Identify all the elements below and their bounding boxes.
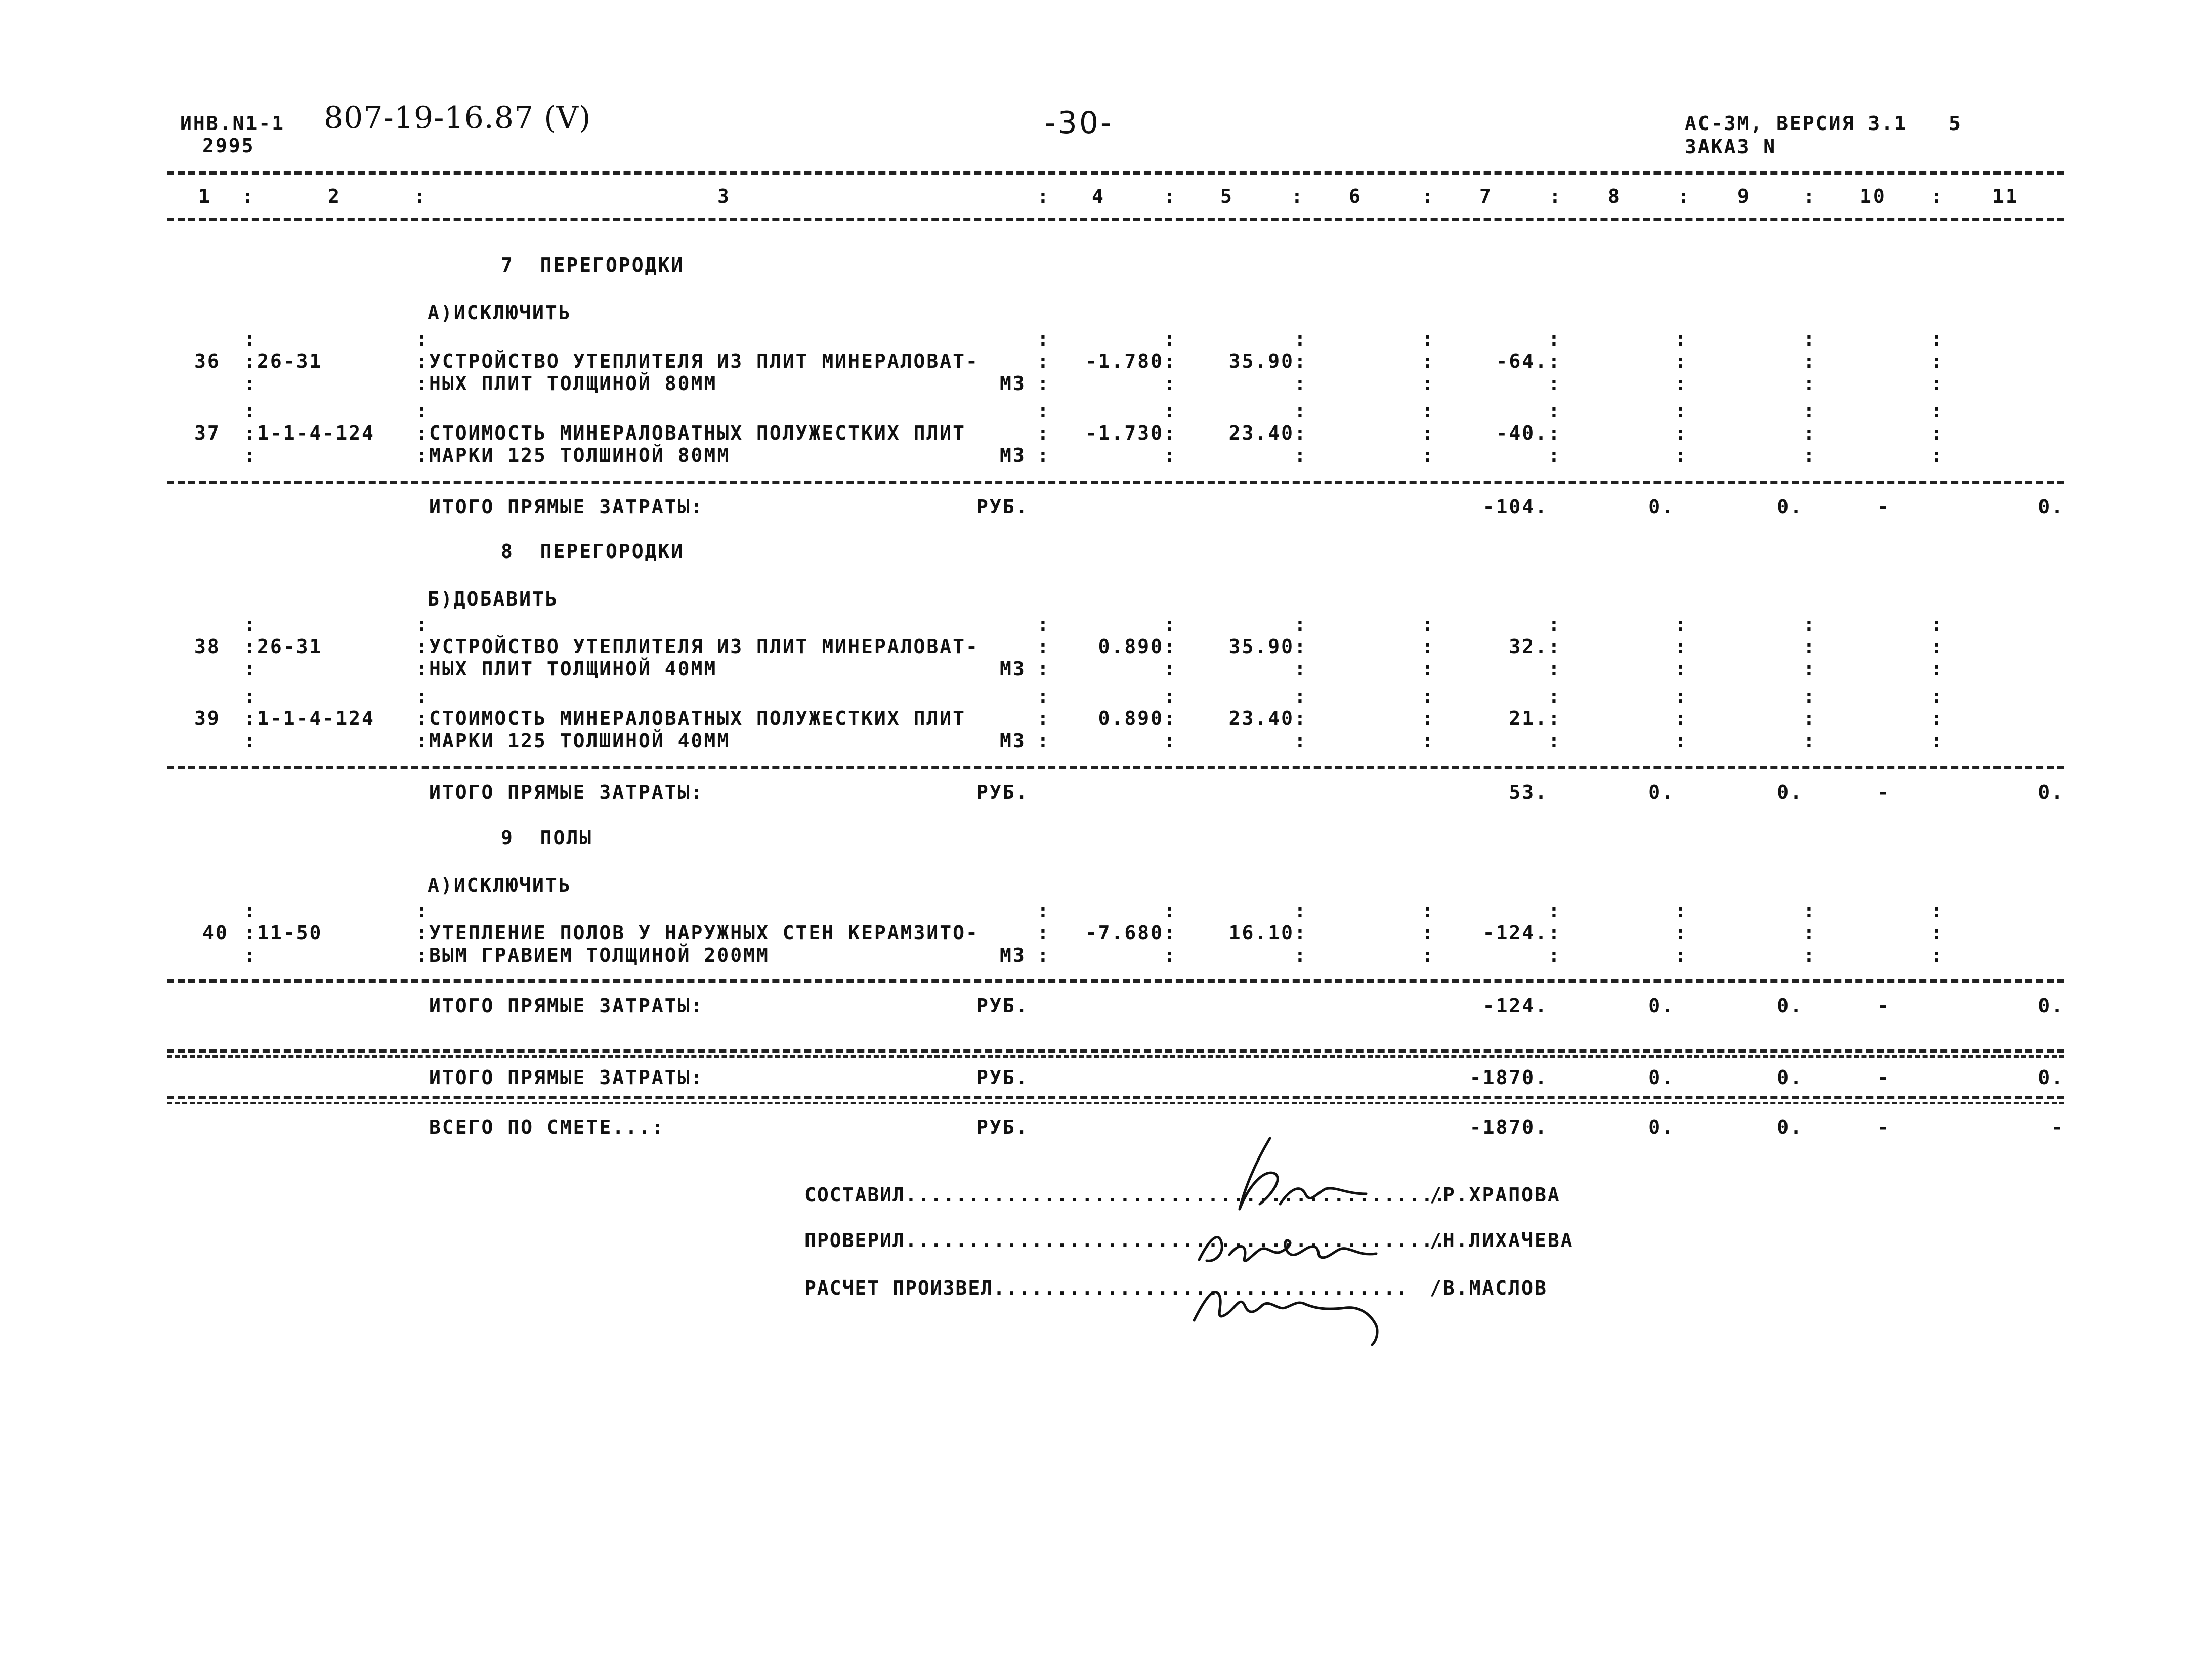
signature-name: /Н.ЛИХАЧЕВА — [1430, 1229, 1574, 1252]
row-separator: : — [1422, 685, 1435, 707]
row-separator: : — [1294, 635, 1307, 658]
total-col9: 0. — [1777, 781, 1803, 803]
row-separator: : — [1931, 685, 1944, 707]
row-sum: 32. — [1509, 635, 1548, 658]
row-separator: : — [1675, 658, 1688, 680]
row-separator: : — [1037, 899, 1050, 922]
inventory-number: 2995 — [202, 135, 255, 157]
col-2: 2 — [328, 185, 341, 207]
total-col10: - — [1877, 781, 1890, 803]
row-separator: : — [1164, 400, 1177, 422]
row-separator: : — [1548, 422, 1561, 444]
row-separator: : — [1675, 707, 1688, 729]
row-separator: : — [1548, 400, 1561, 422]
handwritten-code: 807-19-16.87 (V) — [324, 100, 591, 136]
row-separator: : — [1803, 422, 1816, 444]
row-separator: : — [244, 729, 257, 752]
row-separator: : — [244, 422, 257, 444]
row-separator: : — [1164, 613, 1177, 635]
total-unit: РУБ. — [976, 995, 1029, 1017]
col-separator: : — [1931, 185, 1944, 207]
row-sum: 21. — [1509, 707, 1548, 729]
row-separator: : — [1422, 922, 1435, 944]
row-separator: : — [1931, 729, 1944, 752]
row-separator: : — [1037, 613, 1050, 635]
row-separator: : — [244, 613, 257, 635]
row-separator: : — [1294, 372, 1307, 395]
row-separator: : — [1422, 400, 1435, 422]
row-separator: : — [1164, 922, 1177, 944]
row-quantity: 0.890 — [1098, 635, 1164, 658]
row-unit: М3 — [1000, 658, 1026, 680]
row-separator: : — [1548, 635, 1561, 658]
row-separator: : — [1422, 899, 1435, 922]
total-col7: -124. — [1482, 995, 1548, 1017]
row-separator: : — [1422, 372, 1435, 395]
grand-total-col10: - — [1877, 1066, 1890, 1089]
row-separator: : — [1931, 328, 1944, 350]
row-separator: : — [244, 444, 257, 466]
row-separator: : — [1037, 635, 1050, 658]
col-6: 6 — [1349, 185, 1362, 207]
row-separator: : — [1037, 400, 1050, 422]
total-label: ИТОГО ПРЯМЫЕ ЗАТРАТЫ: — [429, 995, 704, 1017]
row-separator: : — [1803, 400, 1816, 422]
total-col10: - — [1877, 496, 1890, 518]
header-rule-bottom — [167, 218, 2064, 221]
row-separator: : — [1803, 944, 1816, 966]
total-col9: 0. — [1777, 496, 1803, 518]
col-separator: : — [1291, 185, 1304, 207]
signature-name: /Р.ХРАПОВА — [1430, 1184, 1561, 1206]
row-separator: : — [244, 944, 257, 966]
col-1: 1 — [198, 185, 211, 207]
row-separator: : — [1548, 707, 1561, 729]
grand-total-col7: -1870. — [1469, 1066, 1548, 1089]
page-number: -30- — [1045, 105, 1114, 141]
total-label: ИТОГО ПРЯМЫЕ ЗАТРАТЫ: — [429, 781, 704, 803]
row-separator: : — [1675, 350, 1688, 372]
row-separator: : — [1164, 944, 1177, 966]
section-title: 8 ПЕРЕГОРОДКИ — [501, 540, 685, 563]
signature-role: ПРОВЕРИЛ........................................... — [804, 1229, 1447, 1252]
col-11: 11 — [1992, 185, 2019, 207]
row-separator: : — [1548, 685, 1561, 707]
total-rule — [167, 481, 2064, 484]
section-action: Б)ДОБАВИТЬ — [428, 588, 559, 610]
row-separator: : — [1294, 899, 1307, 922]
row-separator: : — [1037, 350, 1050, 372]
row-separator: : — [416, 635, 429, 658]
row-separator: : — [416, 444, 429, 466]
row-separator: : — [1164, 707, 1177, 729]
row-separator: : — [1548, 922, 1561, 944]
row-separator: : — [1294, 707, 1307, 729]
signature-role: СОСТАВИЛ........................................... — [804, 1184, 1447, 1206]
row-code: 11-50 — [257, 922, 323, 944]
row-separator: : — [1931, 899, 1944, 922]
row-separator: : — [416, 328, 429, 350]
row-description-cont: МАРКИ 125 ТОЛШИНОЙ 40ММ — [429, 729, 731, 752]
row-separator: : — [416, 707, 429, 729]
row-quantity: -1.730 — [1085, 422, 1164, 444]
row-separator: : — [1164, 372, 1177, 395]
row-separator: : — [244, 400, 257, 422]
row-separator: : — [1803, 372, 1816, 395]
row-separator: : — [1548, 729, 1561, 752]
row-separator: : — [416, 658, 429, 680]
row-separator: : — [416, 613, 429, 635]
row-separator: : — [1548, 899, 1561, 922]
section-action: А)ИСКЛЮЧИТЬ — [428, 874, 572, 896]
row-unit: М3 — [1000, 372, 1026, 395]
row-separator: : — [416, 350, 429, 372]
grand-total-rule — [167, 1049, 2064, 1053]
row-price: 35.90 — [1228, 350, 1294, 372]
total-unit: РУБ. — [976, 496, 1029, 518]
row-separator: : — [1675, 729, 1688, 752]
total-col8: 0. — [1648, 995, 1675, 1017]
inventory-label: ИНВ.N1-1 — [180, 112, 285, 135]
row-separator: : — [1931, 400, 1944, 422]
row-separator: : — [1294, 400, 1307, 422]
row-separator: : — [244, 685, 257, 707]
row-quantity: -7.680 — [1085, 922, 1164, 944]
row-separator: : — [1037, 444, 1050, 466]
row-separator: : — [416, 729, 429, 752]
row-separator: : — [416, 422, 429, 444]
total-col7: 53. — [1509, 781, 1548, 803]
handwritten-signatures — [1164, 1128, 1427, 1346]
col-separator: : — [242, 185, 255, 207]
col-separator: : — [1678, 185, 1691, 207]
col-9: 9 — [1737, 185, 1751, 207]
col-5: 5 — [1220, 185, 1233, 207]
section-title: 7 ПЕРЕГОРОДКИ — [501, 254, 685, 276]
grand-total-col8: 0. — [1648, 1066, 1675, 1089]
row-separator: : — [244, 328, 257, 350]
row-separator: : — [1164, 685, 1177, 707]
row-separator: : — [1037, 729, 1050, 752]
row-separator: : — [1931, 350, 1944, 372]
row-sum: -40. — [1496, 422, 1548, 444]
row-separator: : — [244, 350, 257, 372]
grand-total-unit: РУБ. — [976, 1066, 1029, 1089]
row-separator: : — [1294, 729, 1307, 752]
row-separator: : — [1803, 729, 1816, 752]
row-number: 37 — [194, 422, 221, 444]
row-separator: : — [1294, 350, 1307, 372]
row-separator: : — [1294, 685, 1307, 707]
row-number: 39 — [194, 707, 221, 729]
grand-total-col9: 0. — [1777, 1066, 1803, 1089]
grand-total-rule-2 — [167, 1055, 2064, 1058]
row-separator: : — [244, 922, 257, 944]
row-price: 16.10 — [1228, 922, 1294, 944]
row-code: 1-1-4-124 — [257, 707, 375, 729]
grand-total-label: ИТОГО ПРЯМЫЕ ЗАТРАТЫ: — [429, 1066, 704, 1089]
estimate-total-col9: 0. — [1777, 1116, 1803, 1138]
row-separator: : — [1931, 422, 1944, 444]
row-separator: : — [1803, 685, 1816, 707]
row-separator: : — [1422, 328, 1435, 350]
row-separator: : — [1037, 422, 1050, 444]
row-separator: : — [1803, 328, 1816, 350]
row-description-cont: ВЫМ ГРАВИЕМ ТОЛЩИНОЙ 200ММ — [429, 944, 770, 966]
order-label: ЗАКАЗ N — [1685, 136, 1777, 158]
row-separator: : — [1164, 350, 1177, 372]
signature-role: РАСЧЕТ ПРОИЗВЕЛ................................. — [804, 1277, 1409, 1299]
row-separator: : — [1675, 613, 1688, 635]
row-separator: : — [1803, 350, 1816, 372]
row-separator: : — [1548, 613, 1561, 635]
row-separator: : — [1294, 444, 1307, 466]
row-separator: : — [1675, 372, 1688, 395]
row-separator: : — [1164, 729, 1177, 752]
row-separator: : — [416, 685, 429, 707]
col-3: 3 — [717, 185, 731, 207]
row-separator: : — [1294, 922, 1307, 944]
row-separator: : — [1037, 328, 1050, 350]
total-col10: - — [1877, 995, 1890, 1017]
row-separator: : — [1931, 658, 1944, 680]
estimate-total-rule — [167, 1096, 2064, 1099]
total-col9: 0. — [1777, 995, 1803, 1017]
row-separator: : — [1803, 635, 1816, 658]
total-col11: 0. — [2038, 496, 2064, 518]
estimate-total-col8: 0. — [1648, 1116, 1675, 1138]
section-action: А)ИСКЛЮЧИТЬ — [428, 302, 572, 324]
col-4: 4 — [1092, 185, 1105, 207]
row-separator: : — [1931, 922, 1944, 944]
row-number: 36 — [194, 350, 221, 372]
row-number: 38 — [194, 635, 221, 658]
row-separator: : — [1294, 944, 1307, 966]
row-separator: : — [1548, 328, 1561, 350]
row-separator: : — [1675, 422, 1688, 444]
estimate-total-unit: РУБ. — [976, 1116, 1029, 1138]
estimate-total-col7: -1870. — [1469, 1116, 1548, 1138]
row-code: 26-31 — [257, 350, 323, 372]
row-separator: : — [1803, 922, 1816, 944]
row-separator: : — [1164, 635, 1177, 658]
row-description: УТЕПЛЕНИЕ ПОЛОВ У НАРУЖНЫХ СТЕН КЕРАМЗИТО- — [429, 922, 979, 944]
row-separator: : — [1803, 899, 1816, 922]
row-unit: М3 — [1000, 729, 1026, 752]
row-description: СТОИМОСТЬ МИНЕРАЛОВАТНЫХ ПОЛУЖЕСТКИХ ПЛИТ — [429, 707, 979, 729]
row-separator: : — [1037, 685, 1050, 707]
row-separator: : — [1164, 444, 1177, 466]
row-separator: : — [1294, 328, 1307, 350]
row-separator: : — [1294, 613, 1307, 635]
total-rule — [167, 766, 2064, 769]
row-separator: : — [1931, 613, 1944, 635]
row-sum: -64. — [1496, 350, 1548, 372]
row-unit: М3 — [1000, 444, 1026, 466]
row-separator: : — [1675, 922, 1688, 944]
row-separator: : — [244, 372, 257, 395]
row-separator: : — [1931, 635, 1944, 658]
col-10: 10 — [1860, 185, 1886, 207]
total-col11: 0. — [2038, 995, 2064, 1017]
row-separator: : — [1803, 444, 1816, 466]
row-separator: : — [1803, 658, 1816, 680]
row-separator: : — [1422, 444, 1435, 466]
total-rule — [167, 979, 2064, 983]
row-separator: : — [1164, 328, 1177, 350]
row-separator: : — [1931, 944, 1944, 966]
row-separator: : — [1422, 658, 1435, 680]
row-separator: : — [1548, 658, 1561, 680]
row-separator: : — [1294, 422, 1307, 444]
row-price: 23.40 — [1228, 422, 1294, 444]
row-code: 26-31 — [257, 635, 323, 658]
col-separator: : — [1803, 185, 1816, 207]
row-separator: : — [1675, 685, 1688, 707]
section-title: 9 ПОЛЫ — [501, 827, 593, 849]
col-separator: : — [414, 185, 427, 207]
estimate-total-col10: - — [1877, 1116, 1890, 1138]
total-col11: 0. — [2038, 781, 2064, 803]
row-separator: : — [1422, 422, 1435, 444]
total-col8: 0. — [1648, 496, 1675, 518]
signature-name: /В.МАСЛОВ — [1430, 1277, 1548, 1299]
row-quantity: 0.890 — [1098, 707, 1164, 729]
estimate-total-rule-2 — [167, 1102, 2064, 1104]
row-sum: -124. — [1482, 922, 1548, 944]
col-separator: : — [1037, 185, 1050, 207]
sheet-number: 5 — [1949, 112, 1962, 135]
row-unit: М3 — [1000, 944, 1026, 966]
row-separator: : — [1675, 635, 1688, 658]
row-separator: : — [244, 707, 257, 729]
row-separator: : — [416, 944, 429, 966]
estimate-total-col11: - — [2051, 1116, 2064, 1138]
row-separator: : — [416, 400, 429, 422]
row-separator: : — [1037, 707, 1050, 729]
row-separator: : — [244, 899, 257, 922]
row-description: УСТРОЙСТВО УТЕПЛИТЕЛЯ ИЗ ПЛИТ МИНЕРАЛОВАТ- — [429, 635, 979, 658]
row-separator: : — [1422, 350, 1435, 372]
row-price: 23.40 — [1228, 707, 1294, 729]
row-separator: : — [1675, 400, 1688, 422]
row-quantity: -1.780 — [1085, 350, 1164, 372]
row-separator: : — [416, 372, 429, 395]
row-separator: : — [1037, 658, 1050, 680]
row-separator: : — [1675, 899, 1688, 922]
program-version: АС-3М, ВЕРСИЯ 3.1 — [1685, 112, 1907, 135]
row-number: 40 — [202, 922, 229, 944]
row-separator: : — [1931, 372, 1944, 395]
row-separator: : — [1294, 658, 1307, 680]
row-separator: : — [1548, 944, 1561, 966]
col-separator: : — [1164, 185, 1177, 207]
row-separator: : — [1675, 328, 1688, 350]
row-separator: : — [1931, 444, 1944, 466]
total-col7: -104. — [1482, 496, 1548, 518]
row-separator: : — [244, 658, 257, 680]
total-unit: РУБ. — [976, 781, 1029, 803]
estimate-total-label: ВСЕГО ПО СМЕТЕ...: — [429, 1116, 665, 1138]
row-separator: : — [1548, 444, 1561, 466]
row-separator: : — [1422, 707, 1435, 729]
row-description-cont: МАРКИ 125 ТОЛШИНОЙ 80ММ — [429, 444, 731, 466]
col-8: 8 — [1608, 185, 1621, 207]
row-separator: : — [1422, 944, 1435, 966]
row-separator: : — [244, 635, 257, 658]
grand-total-col11: 0. — [2038, 1066, 2064, 1089]
row-price: 35.90 — [1228, 635, 1294, 658]
row-separator: : — [1675, 944, 1688, 966]
row-separator: : — [1675, 444, 1688, 466]
col-separator: : — [1549, 185, 1562, 207]
row-separator: : — [1164, 899, 1177, 922]
row-separator: : — [1037, 372, 1050, 395]
total-label: ИТОГО ПРЯМЫЕ ЗАТРАТЫ: — [429, 496, 704, 518]
row-separator: : — [1931, 707, 1944, 729]
col-separator: : — [1422, 185, 1435, 207]
row-separator: : — [1422, 613, 1435, 635]
row-separator: : — [1548, 350, 1561, 372]
row-description: СТОИМОСТЬ МИНЕРАЛОВАТНЫХ ПОЛУЖЕСТКИХ ПЛИТ — [429, 422, 979, 444]
total-col8: 0. — [1648, 781, 1675, 803]
row-separator: : — [1164, 658, 1177, 680]
row-separator: : — [1548, 372, 1561, 395]
col-7: 7 — [1479, 185, 1493, 207]
row-separator: : — [1037, 922, 1050, 944]
row-separator: : — [1803, 613, 1816, 635]
row-description-cont: НЫХ ПЛИТ ТОЛЩИНОЙ 40ММ — [429, 658, 717, 680]
row-separator: : — [1422, 635, 1435, 658]
row-description-cont: НЫХ ПЛИТ ТОЛЩИНОЙ 80ММ — [429, 372, 717, 395]
row-separator: : — [1037, 944, 1050, 966]
row-separator: : — [1164, 422, 1177, 444]
header-rule-top — [167, 171, 2064, 175]
row-separator: : — [1422, 729, 1435, 752]
row-separator: : — [416, 899, 429, 922]
row-separator: : — [416, 922, 429, 944]
row-code: 1-1-4-124 — [257, 422, 375, 444]
row-separator: : — [1803, 707, 1816, 729]
row-description: УСТРОЙСТВО УТЕПЛИТЕЛЯ ИЗ ПЛИТ МИНЕРАЛОВАТ- — [429, 350, 979, 372]
